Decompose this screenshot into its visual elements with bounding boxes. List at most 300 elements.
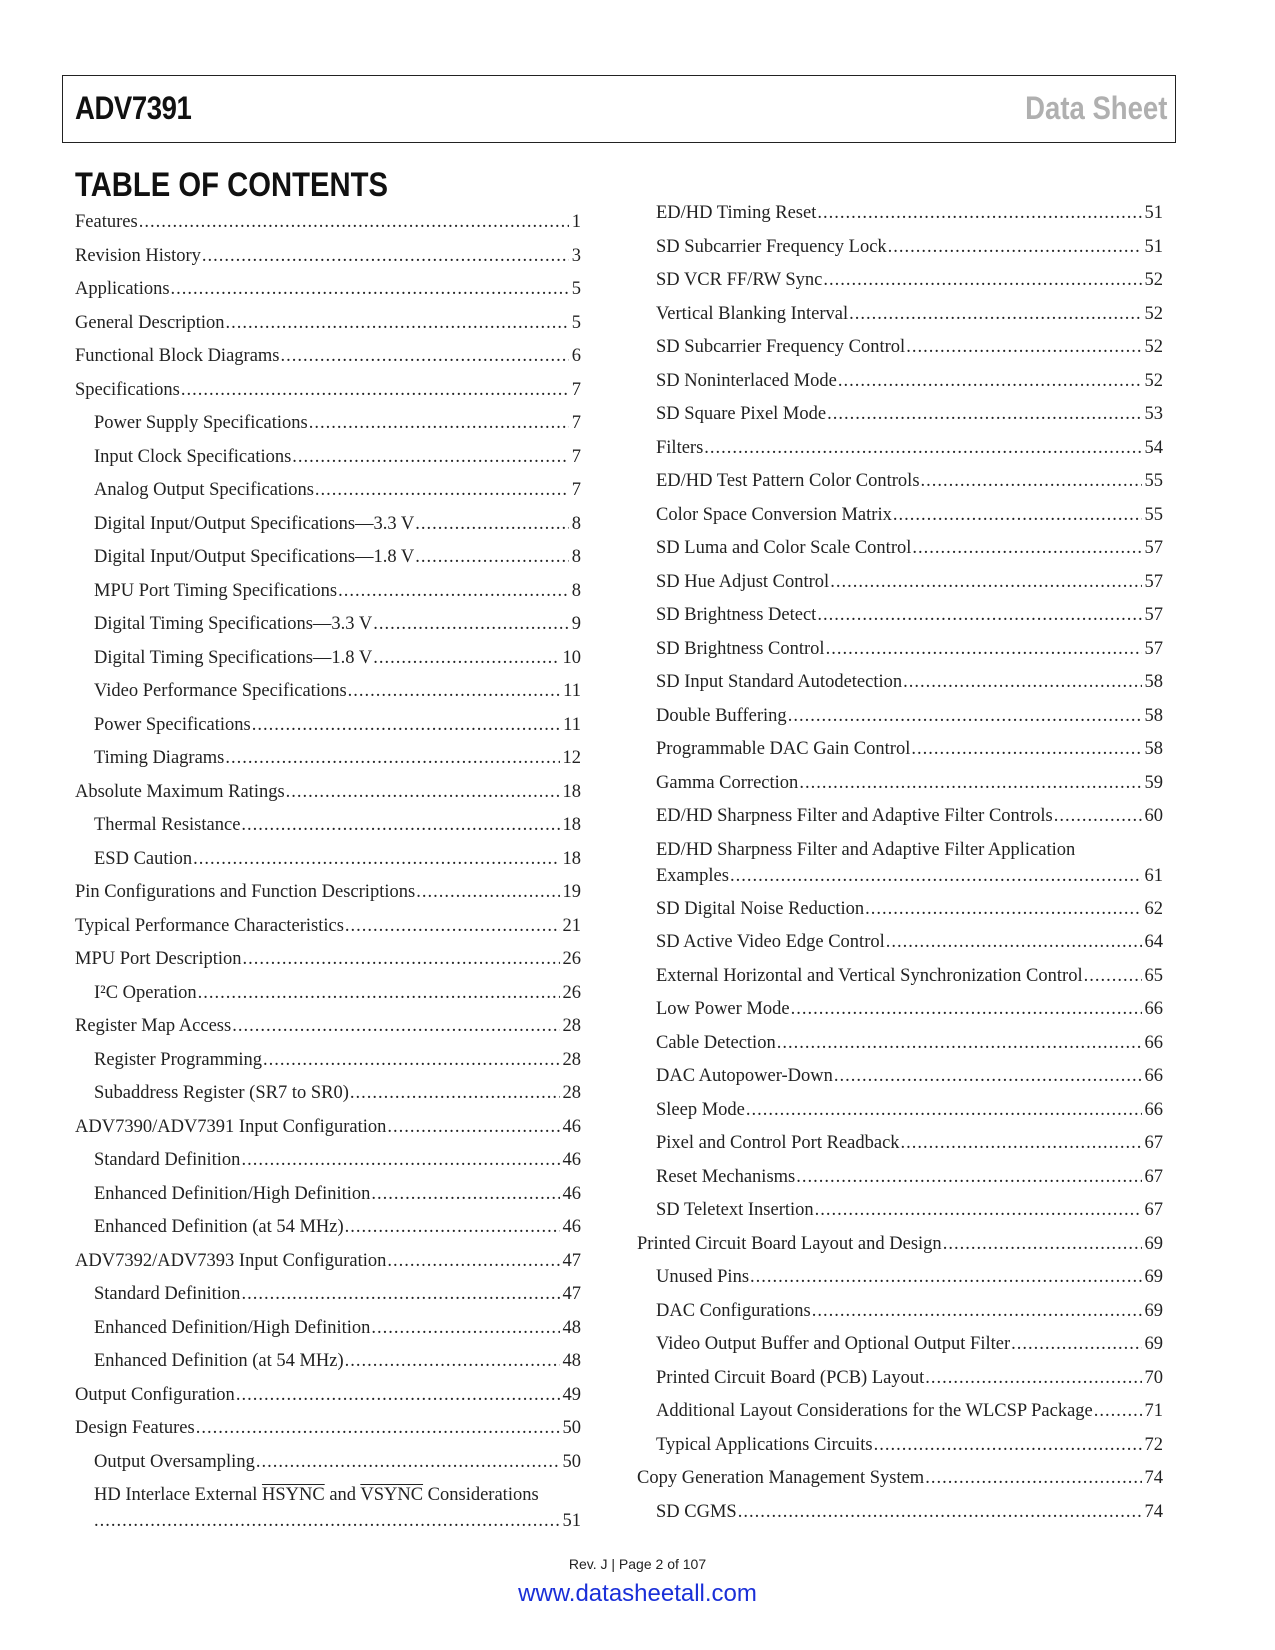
toc-entry-page: 57 — [1144, 638, 1163, 659]
toc-leader-dots — [912, 538, 1141, 559]
toc-entry-page: 8 — [571, 513, 581, 534]
toc-entry[interactable] — [75, 212, 581, 246]
toc-leader-dots — [777, 1033, 1142, 1054]
toc-leader-dots — [387, 1117, 559, 1138]
toc-entry[interactable] — [75, 1016, 581, 1050]
toc-entry-page: 55 — [1144, 471, 1163, 491]
toc-entry[interactable] — [656, 1334, 1163, 1368]
toc-leader-dots — [796, 1167, 1141, 1188]
toc-entry-title: Absolute Maximum Ratings — [75, 781, 285, 802]
toc-entry-title: Power Specifications — [94, 714, 251, 735]
toc-entry-title-continued: Examples — [656, 865, 729, 886]
toc-entry[interactable] — [75, 983, 581, 1017]
toc-entry-title: Specifications — [75, 379, 180, 400]
toc-entry[interactable] — [75, 1150, 581, 1184]
toc-leader-dots — [827, 404, 1141, 425]
toc-entry-page: 46 — [562, 1150, 581, 1170]
toc-entry-page: 18 — [562, 815, 581, 835]
toc-leader-dots — [315, 480, 569, 501]
toc-entry-page: 72 — [1144, 1434, 1163, 1455]
toc-entry-title: I²C Operation — [94, 982, 197, 1003]
toc-entry[interactable] — [75, 1284, 581, 1318]
toc-entry[interactable] — [656, 572, 1163, 606]
toc-leader-dots — [817, 605, 1141, 626]
toc-leader-dots — [730, 866, 1142, 887]
toc-entry-title: Double Buffering — [656, 705, 787, 726]
toc-leader-dots — [202, 246, 569, 267]
toc-entry[interactable] — [656, 1267, 1163, 1301]
toc-entry[interactable] — [75, 681, 581, 715]
toc-entry-page: 26 — [562, 949, 581, 969]
toc-entry-title: ED/HD Sharpness Filter and Adaptive Filter Application — [656, 839, 1076, 860]
toc-leader-dots — [788, 706, 1142, 727]
toc-entry[interactable] — [656, 471, 1163, 505]
toc-entry-title: Thermal Resistance — [94, 815, 241, 835]
toc-entry-page: 74 — [1144, 1468, 1163, 1488]
toc-right-column — [637, 203, 1163, 1535]
toc-entry[interactable] — [75, 480, 581, 514]
toc-entry[interactable] — [75, 547, 581, 581]
toc-entry-title: SD Noninterlaced Mode — [656, 370, 837, 391]
toc-entry-title: Unused Pins — [656, 1267, 750, 1287]
toc-leader-dots — [925, 1368, 1141, 1389]
toc-leader-dots — [826, 639, 1142, 660]
toc-leader-dots — [373, 648, 559, 669]
toc-entry-title: Typical Performance Characteristics — [75, 915, 344, 936]
toc-entry[interactable] — [656, 932, 1163, 966]
toc-entry-page: 66 — [1144, 1099, 1163, 1120]
toc-entry-title: SD Luma and Color Scale Control — [656, 538, 912, 558]
toc-entry[interactable] — [656, 1200, 1163, 1234]
toc-entry-page: 66 — [1144, 999, 1163, 1019]
toc-entry-page: 18 — [562, 781, 581, 802]
toc-entry-title: DAC Autopower-Down — [656, 1066, 833, 1086]
toc-entry-title: Design Features — [75, 1418, 195, 1438]
toc-entry[interactable] — [656, 706, 1163, 740]
toc-entry[interactable] — [75, 949, 581, 983]
toc-leader-dots — [738, 1502, 1142, 1523]
toc-entry-page: 59 — [1144, 772, 1163, 793]
toc-entry-title: SD Input Standard Autodetection — [656, 672, 903, 692]
toc-entry[interactable] — [75, 1485, 581, 1544]
toc-entry[interactable] — [656, 840, 1163, 899]
toc-entry-title: Digital Timing Specifications—3.3 V — [94, 614, 373, 634]
toc-entry-title: Register Programming — [94, 1049, 263, 1070]
toc-leader-dots — [888, 237, 1142, 258]
toc-entry-title: SD Square Pixel Mode — [656, 404, 827, 424]
toc-entry[interactable] — [75, 1083, 581, 1117]
toc-entry[interactable] — [75, 413, 581, 447]
overlined-signal-name: VSYNC — [360, 1485, 424, 1505]
toc-entry-page: 67 — [1144, 1166, 1163, 1187]
toc-leader-dots — [345, 1217, 560, 1238]
toc-entry-title: Functional Block Diagrams — [75, 346, 280, 366]
toc-entry[interactable] — [75, 1050, 581, 1084]
toc-entry-title: Typical Applications Circuits — [656, 1434, 873, 1455]
toc-leader-dots — [373, 614, 569, 635]
toc-leader-dots — [874, 1435, 1142, 1456]
toc-entry-page: 47 — [562, 1250, 581, 1271]
toc-entry[interactable] — [75, 882, 581, 916]
toc-entry[interactable] — [656, 1033, 1163, 1067]
toc-entry-page: 21 — [562, 915, 581, 936]
toc-leader-dots — [799, 773, 1141, 794]
toc-entry-title: Digital Input/Output Specifications—1.8 V — [94, 547, 415, 567]
toc-entry[interactable] — [75, 1318, 581, 1352]
toc-entry-page: 51 — [1144, 236, 1163, 257]
toc-entry-page: 49 — [562, 1384, 581, 1405]
toc-entry[interactable] — [75, 279, 581, 313]
toc-leader-dots — [1084, 966, 1142, 987]
toc-entry-title: ED/HD Timing Reset — [656, 203, 817, 223]
toc-entry[interactable] — [75, 614, 581, 648]
toc-leader-dots — [241, 815, 559, 836]
toc-entry[interactable] — [75, 1418, 581, 1452]
toc-entry-title: Input Clock Specifications — [94, 446, 292, 467]
toc-entry-title: Low Power Mode — [656, 999, 790, 1019]
toc-entry-title: Register Map Access — [75, 1016, 232, 1036]
toc-entry-page: 28 — [562, 1016, 581, 1036]
toc-entry-page: 11 — [563, 714, 581, 735]
toc-leader-dots — [893, 505, 1142, 526]
toc-entry-page: 66 — [1144, 1032, 1163, 1053]
toc-leader-dots — [903, 672, 1141, 693]
toc-entry-page: 11 — [563, 681, 581, 701]
toc-entry-page: 67 — [1144, 1200, 1163, 1220]
toc-leader-dots — [817, 203, 1141, 224]
toc-entry[interactable] — [656, 773, 1163, 807]
toc-leader-dots — [886, 932, 1142, 953]
page-header — [62, 75, 1176, 143]
toc-leader-dots — [198, 983, 560, 1004]
toc-entry[interactable] — [656, 538, 1163, 572]
toc-entry-page: 52 — [1144, 370, 1163, 391]
toc-entry[interactable] — [75, 346, 581, 380]
toc-leader-dots — [281, 346, 569, 367]
toc-entry-page: 9 — [571, 614, 581, 634]
toc-title-fragment: HD Interlace External — [94, 1485, 262, 1505]
toc-entry-title: Filters — [656, 437, 704, 458]
toc-entry-title: Reset Mechanisms — [656, 1166, 796, 1187]
toc-entry[interactable] — [75, 748, 581, 782]
toc-entry-title: Gamma Correction — [656, 772, 799, 793]
toc-entry[interactable] — [656, 1401, 1163, 1435]
toc-entry[interactable] — [656, 1502, 1163, 1536]
toc-entry[interactable] — [75, 782, 581, 816]
toc-leader-dots — [193, 849, 559, 870]
toc-entry-title: SD Teletext Insertion — [656, 1200, 814, 1220]
toc-entry-page: 5 — [571, 279, 581, 299]
toc-leader-dots — [252, 715, 560, 736]
toc-leader-dots — [750, 1267, 1141, 1288]
toc-entry-title: Standard Definition — [94, 1150, 241, 1170]
toc-entry-page: 69 — [1144, 1334, 1163, 1354]
toc-entry[interactable] — [75, 715, 581, 749]
toc-entry[interactable] — [75, 1351, 581, 1385]
toc-entry-page: 10 — [562, 647, 581, 668]
toc-leader-dots — [139, 212, 569, 233]
footer-url-link[interactable]: www.datasheetall.com — [518, 1580, 757, 1607]
toc-entry[interactable] — [656, 672, 1163, 706]
toc-leader-dots — [704, 438, 1141, 459]
toc-entry-title: Programmable DAC Gain Control — [656, 739, 911, 759]
toc-leader-dots — [292, 447, 568, 468]
toc-leader-dots — [286, 782, 560, 803]
toc-entry[interactable] — [656, 237, 1163, 271]
toc-left-column — [75, 212, 581, 1544]
toc-entry-title: ESD Caution — [94, 848, 193, 869]
toc-entry[interactable] — [656, 806, 1163, 840]
toc-entry[interactable] — [656, 1167, 1163, 1201]
toc-entry-page: 60 — [1144, 806, 1163, 826]
toc-leader-dots — [236, 1385, 560, 1406]
overlined-signal-name: HSYNC — [261, 1485, 325, 1505]
toc-entry[interactable] — [656, 203, 1163, 237]
part-number: ADV7391 — [75, 90, 192, 126]
toc-entry-title: Applications — [75, 279, 170, 299]
toc-leader-dots — [815, 1200, 1142, 1221]
toc-entry-title: MPU Port Description — [75, 949, 242, 969]
toc-entry-page: 61 — [1144, 865, 1163, 886]
toc-entry[interactable] — [75, 1184, 581, 1218]
toc-entry[interactable] — [656, 639, 1163, 673]
toc-entry-page: 58 — [1144, 672, 1163, 692]
toc-entry[interactable] — [656, 605, 1163, 639]
toc-entry[interactable] — [656, 404, 1163, 438]
document-type-label: Data Sheet — [1024, 90, 1167, 126]
toc-leader-dots — [746, 1100, 1142, 1121]
toc-leader-dots — [791, 999, 1142, 1020]
toc-leader-dots — [906, 337, 1141, 358]
toc-entry-title: Pixel and Control Port Readback — [656, 1133, 900, 1153]
toc-entry-title: Standard Definition — [94, 1284, 241, 1304]
toc-leader-dots — [416, 882, 559, 903]
toc-leader-dots — [94, 1511, 560, 1532]
toc-entry-title: SD VCR FF/RW Sync — [656, 270, 823, 290]
toc-entry-title: Output Oversampling — [94, 1451, 255, 1472]
toc-leader-dots — [263, 1050, 559, 1071]
toc-entry-title: SD Subcarrier Frequency Lock — [656, 236, 887, 257]
toc-entry-page: 54 — [1144, 437, 1163, 458]
toc-entry-page: 50 — [562, 1418, 581, 1438]
toc-entry-title — [94, 1485, 581, 1511]
toc-entry-page: 26 — [562, 982, 581, 1003]
toc-leader-dots — [834, 1066, 1142, 1087]
toc-entry-page: 58 — [1144, 705, 1163, 726]
toc-leader-dots — [371, 1318, 559, 1339]
toc-entry-page: 74 — [1144, 1501, 1163, 1522]
toc-entry[interactable] — [75, 1251, 581, 1285]
toc-entry-title: SD Active Video Edge Control — [656, 932, 885, 952]
toc-leader-dots — [350, 1083, 560, 1104]
toc-entry-page: 7 — [571, 379, 581, 400]
toc-entry-title: Digital Input/Output Specifications—3.3 V — [94, 513, 415, 534]
toc-entry[interactable] — [656, 1133, 1163, 1167]
toc-entry[interactable] — [75, 1452, 581, 1486]
toc-entry-page: 6 — [571, 346, 581, 366]
toc-entry-page: 51 — [1144, 203, 1163, 223]
toc-leader-dots — [171, 279, 569, 300]
toc-leader-dots — [371, 1184, 559, 1205]
toc-entry[interactable] — [656, 899, 1163, 933]
toc-leader-dots — [911, 739, 1141, 760]
toc-entry-page: 8 — [571, 580, 581, 601]
toc-entry[interactable] — [656, 739, 1163, 773]
toc-entry-title: Sleep Mode — [656, 1099, 745, 1120]
toc-entry-title: Video Performance Specifications — [94, 681, 347, 701]
toc-entry-title: Copy Generation Management System — [637, 1468, 925, 1488]
toc-entry[interactable] — [656, 371, 1163, 405]
toc-leader-dots — [925, 1468, 1141, 1489]
toc-leader-dots — [348, 681, 561, 702]
toc-title-fragment: Considerations — [423, 1485, 539, 1505]
toc-entry-page: 5 — [571, 312, 581, 333]
toc-entry-page: 52 — [1144, 337, 1163, 357]
toc-entry[interactable] — [75, 1117, 581, 1151]
toc-entry[interactable] — [75, 581, 581, 615]
toc-entry-page: 69 — [1144, 1233, 1163, 1254]
toc-entry-page: 69 — [1144, 1267, 1163, 1287]
toc-entry-page: 48 — [562, 1351, 581, 1371]
toc-entry-title: Video Output Buffer and Optional Output Filter — [656, 1334, 1011, 1354]
toc-entry-page: 19 — [562, 882, 581, 902]
toc-leader-dots — [1094, 1401, 1142, 1422]
toc-leader-dots — [415, 547, 568, 568]
toc-entry[interactable] — [656, 1066, 1163, 1100]
toc-entry-title: General Description — [75, 312, 225, 333]
toc-entry-page: 66 — [1144, 1066, 1163, 1086]
toc-entry[interactable] — [656, 966, 1163, 1000]
toc-entry-page: 51 — [562, 1511, 581, 1531]
toc-entry-title: Printed Circuit Board (PCB) Layout — [656, 1367, 925, 1388]
toc-entry-title: SD Digital Noise Reduction — [656, 898, 865, 919]
toc-entry-page: 48 — [562, 1317, 581, 1338]
toc-entry[interactable] — [75, 849, 581, 883]
toc-entry[interactable] — [75, 313, 581, 347]
toc-entry-page: 18 — [562, 848, 581, 869]
toc-title-fragment: and — [324, 1485, 361, 1505]
toc-entry-title: Power Supply Specifications — [94, 413, 308, 433]
toc-entry-page: 65 — [1144, 965, 1163, 986]
toc-entry-page: 58 — [1144, 739, 1163, 759]
toc-entry-page: 71 — [1144, 1401, 1163, 1421]
toc-entry[interactable] — [656, 505, 1163, 539]
toc-entry[interactable] — [75, 648, 581, 682]
toc-entry-title: Output Configuration — [75, 1384, 235, 1405]
toc-leader-dots — [241, 1150, 559, 1171]
toc-leader-dots — [1054, 806, 1142, 827]
toc-leader-dots — [345, 916, 560, 937]
toc-entry-title: ED/HD Sharpness Filter and Adaptive Filter Controls — [656, 806, 1053, 826]
toc-entry-page: 7 — [571, 413, 581, 433]
toc-entry[interactable] — [656, 1368, 1163, 1402]
toc-leader-dots — [256, 1452, 560, 1473]
toc-entry-page: 7 — [571, 446, 581, 467]
toc-entry-title: Enhanced Definition (at 54 MHz) — [94, 1217, 344, 1237]
toc-leader-dots — [225, 748, 559, 769]
toc-entry[interactable] — [75, 514, 581, 548]
toc-entry-page: 62 — [1144, 898, 1163, 919]
toc-leader-dots — [415, 514, 568, 535]
toc-entry-page: 70 — [1144, 1367, 1163, 1388]
toc-entry[interactable] — [75, 380, 581, 414]
toc-entry-page: 46 — [562, 1183, 581, 1204]
toc-entry[interactable] — [656, 270, 1163, 304]
toc-entry-title: Analog Output Specifications — [94, 480, 314, 500]
toc-entry-title: Enhanced Definition (at 54 MHz) — [94, 1351, 344, 1371]
toc-entry[interactable] — [75, 447, 581, 481]
toc-entry-title: MPU Port Timing Specifications — [94, 580, 338, 601]
toc-entry-title: SD CGMS — [656, 1501, 737, 1522]
toc-leader-dots — [309, 413, 569, 434]
toc-entry-page: 57 — [1144, 605, 1163, 625]
toc-entry-page: 64 — [1144, 932, 1163, 952]
toc-entry-title: Subaddress Register (SR7 to SR0) — [94, 1083, 349, 1103]
toc-entry-title: Timing Diagrams — [94, 748, 225, 768]
toc-entry-page: 57 — [1144, 571, 1163, 592]
toc-leader-dots — [823, 270, 1141, 291]
toc-entry-page: 47 — [562, 1284, 581, 1304]
toc-entry[interactable] — [637, 1234, 1163, 1268]
toc-entry-title: Printed Circuit Board Layout and Design — [637, 1233, 942, 1254]
toc-entry[interactable] — [75, 916, 581, 950]
toc-entry-page: 46 — [562, 1217, 581, 1237]
toc-leader-dots — [838, 371, 1142, 392]
toc-leader-dots — [196, 1418, 560, 1439]
toc-entry-title: Cable Detection — [656, 1032, 776, 1053]
toc-entry[interactable] — [656, 337, 1163, 371]
toc-entry[interactable] — [637, 1468, 1163, 1502]
toc-entry-page: 57 — [1144, 538, 1163, 558]
toc-entry[interactable] — [656, 1100, 1163, 1134]
toc-entry-page: 28 — [562, 1083, 581, 1103]
toc-entry[interactable] — [656, 1301, 1163, 1335]
toc-entry-title: Pin Configurations and Function Descriptions — [75, 882, 416, 902]
toc-leader-dots — [921, 471, 1142, 492]
toc-entry[interactable] — [656, 1435, 1163, 1469]
toc-leader-dots — [232, 1016, 559, 1037]
toc-entry[interactable] — [75, 1385, 581, 1419]
toc-leader-dots — [1011, 1334, 1141, 1355]
toc-entry[interactable] — [75, 246, 581, 280]
toc-entry-page: 46 — [562, 1116, 581, 1137]
toc-entry[interactable] — [75, 1217, 581, 1251]
toc-entry-title: ADV7390/ADV7391 Input Configuration — [75, 1116, 387, 1137]
toc-entry[interactable] — [656, 438, 1163, 472]
toc-entry-title: Vertical Blanking Interval — [656, 303, 849, 324]
toc-leader-dots — [241, 1284, 559, 1305]
toc-entry-title: Revision History — [75, 245, 201, 266]
toc-entry-title: Color Space Conversion Matrix — [656, 504, 892, 525]
toc-entry-title: DAC Configurations — [656, 1300, 811, 1321]
toc-leader-dots — [345, 1351, 560, 1372]
toc-leader-dots — [849, 304, 1141, 325]
toc-entry[interactable] — [75, 815, 581, 849]
toc-leader-dots — [225, 313, 568, 334]
toc-entry-title: Additional Layout Considerations for the WLCSP Package — [656, 1401, 1093, 1421]
toc-entry-page: 1 — [571, 212, 581, 232]
toc-entry-title: SD Hue Adjust Control — [656, 571, 830, 592]
page-footer-revision: Rev. J | Page 2 of 107 — [568, 1556, 707, 1572]
toc-entry-page: 53 — [1144, 404, 1163, 424]
toc-entry-page: 67 — [1144, 1133, 1163, 1153]
toc-entry[interactable] — [656, 999, 1163, 1033]
toc-entry-page: 7 — [571, 480, 581, 500]
toc-entry[interactable] — [656, 304, 1163, 338]
toc-entry-page: 12 — [562, 748, 581, 768]
toc-entry-page: 55 — [1144, 504, 1163, 525]
toc-entry-title: SD Brightness Control — [656, 638, 825, 659]
